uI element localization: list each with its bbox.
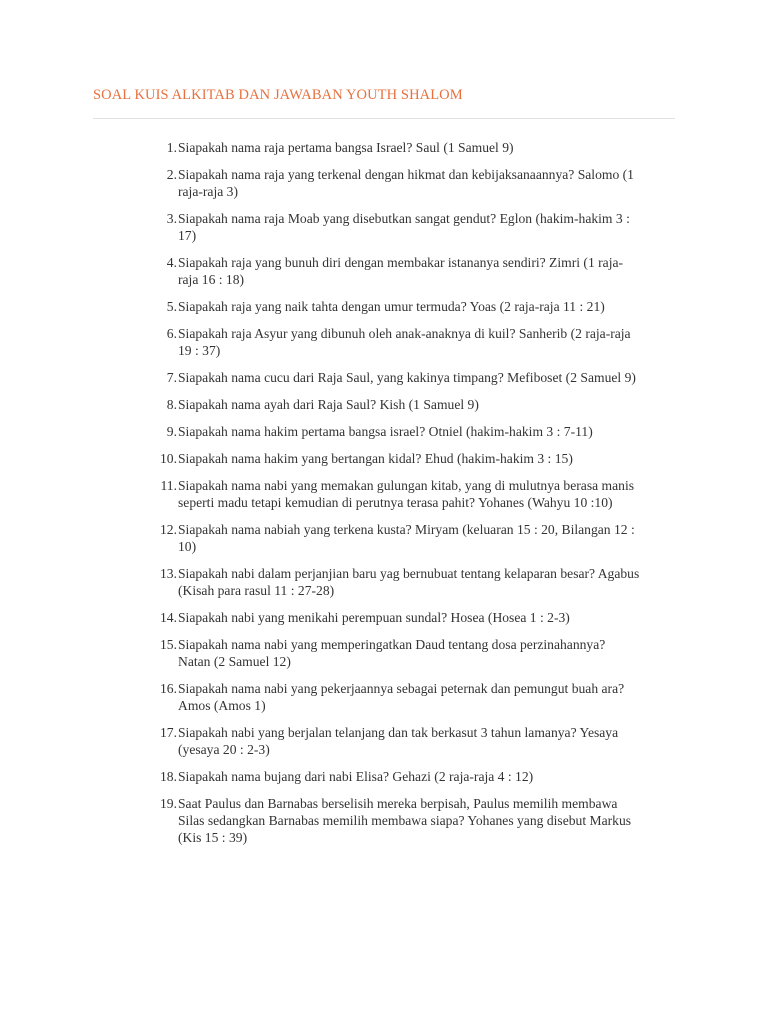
list-item [150,139,640,156]
item-number: 13. [160,566,177,581]
list-item [150,166,640,200]
item-number: 5. [166,299,177,314]
item-number: 15. [160,637,177,652]
item-text: Siapakah nama ayah dari Raja Saul? Kish (1 Samuel 9) [178,397,479,412]
item-text: Siapakah nama raja Moab yang disebutkan sangat gendut? Eglon (hakim-hakim 3 : 17) [178,211,630,243]
list-item [150,210,640,244]
list-item [150,298,640,315]
item-number: 1. [166,140,177,155]
item-number: 7. [166,370,177,385]
list-item [150,423,640,440]
item-number: 11. [160,478,177,493]
list-item [150,477,640,511]
list-item [150,369,640,386]
document-title: SOAL KUIS ALKITAB DAN JAWABAN YOUTH SHALOM [93,87,463,103]
item-number: 19. [160,796,177,811]
item-number: 17. [160,725,177,740]
item-number: 3. [166,211,177,226]
item-text: Siapakah nabi dalam perjanjian baru yag bernubuat tentang kelaparan besar? Agabus (Kisah para rasul 11 : 27-28) [178,566,640,598]
item-text: Siapakah nama bujang dari nabi Elisa? Gehazi (2 raja-raja 4 : 12) [178,769,534,784]
item-text: Siapakah nama hakim pertama bangsa israel? Otniel (hakim-hakim 3 : 7-11) [178,424,593,439]
item-text: Siapakah nama cucu dari Raja Saul, yang kakinya timpang? Mefiboset (2 Samuel 9) [178,370,636,385]
list-item [150,724,640,758]
item-number: 9. [166,424,177,439]
list-item [150,450,640,467]
list-item [150,609,640,626]
list-item [150,636,640,670]
item-number: 14. [160,610,177,625]
item-text: Siapakah nama nabi yang memakan gulungan kitab, yang di mulutnya berasa manis seperti madu tetapi kemudian di perutnya terasa pahit? Yohanes (Wahyu 10 :10) [178,478,635,510]
item-text: Siapakah nama hakim yang bertangan kidal? Ehud (hakim-hakim 3 : 15) [178,451,573,466]
item-text: Siapakah nabi yang menikahi perempuan sundal? Hosea (Hosea 1 : 2-3) [178,610,570,625]
list-item [150,254,640,288]
item-text: Siapakah raja yang naik tahta dengan umur termuda? Yoas (2 raja-raja 11 : 21) [178,299,605,314]
list-item [150,565,640,599]
title-divider [93,118,675,119]
list-item [150,795,640,846]
item-number: 2. [166,167,177,182]
item-number: 12. [160,522,177,537]
list-item [150,325,640,359]
item-number: 8. [166,397,177,412]
item-text: Saat Paulus dan Barnabas berselisih mereka berpisah, Paulus memilih membawa Silas sedangkan Barnabas memilih membawa siapa? Yohanes yang disebut Markus (Kis 15 : 39) [178,796,632,845]
item-text: Siapakah nama nabi yang memperingatkan Daud tentang dosa perzinahannya? Natan (2 Samuel 12) [178,637,606,669]
question-list [150,139,640,856]
item-text: Siapakah raja Asyur yang dibunuh oleh anak-anaknya di kuil? Sanherib (2 raja-raja 19 : 37) [178,326,631,358]
list-item [150,768,640,785]
item-number: 10. [160,451,177,466]
item-text: Siapakah nama raja yang terkenal dengan hikmat dan kebijaksanaannya? Salomo (1 raja-raja 3) [178,167,634,199]
item-text: Siapakah nama nabiah yang terkena kusta? Miryam (keluaran 15 : 20, Bilangan 12 : 10) [178,522,635,554]
list-item [150,396,640,413]
list-item [150,521,640,555]
item-text: Siapakah nabi yang berjalan telanjang dan tak berkasut 3 tahun lamanya? Yesaya (yesaya 20 : 2-3) [178,725,619,757]
item-text: Siapakah nama nabi yang pekerjaannya sebagai peternak dan pemungut buah ara? Amos (Amos 1) [178,681,625,713]
item-number: 6. [166,326,177,341]
item-number: 4. [166,255,177,270]
list-item [150,680,640,714]
item-number: 18. [160,769,177,784]
item-text: Siapakah nama raja pertama bangsa Israel? Saul (1 Samuel 9) [178,140,514,155]
item-number: 16. [160,681,177,696]
item-text: Siapakah raja yang bunuh diri dengan membakar istananya sendiri? Zimri (1 raja-raja 16 : 18) [178,255,624,287]
